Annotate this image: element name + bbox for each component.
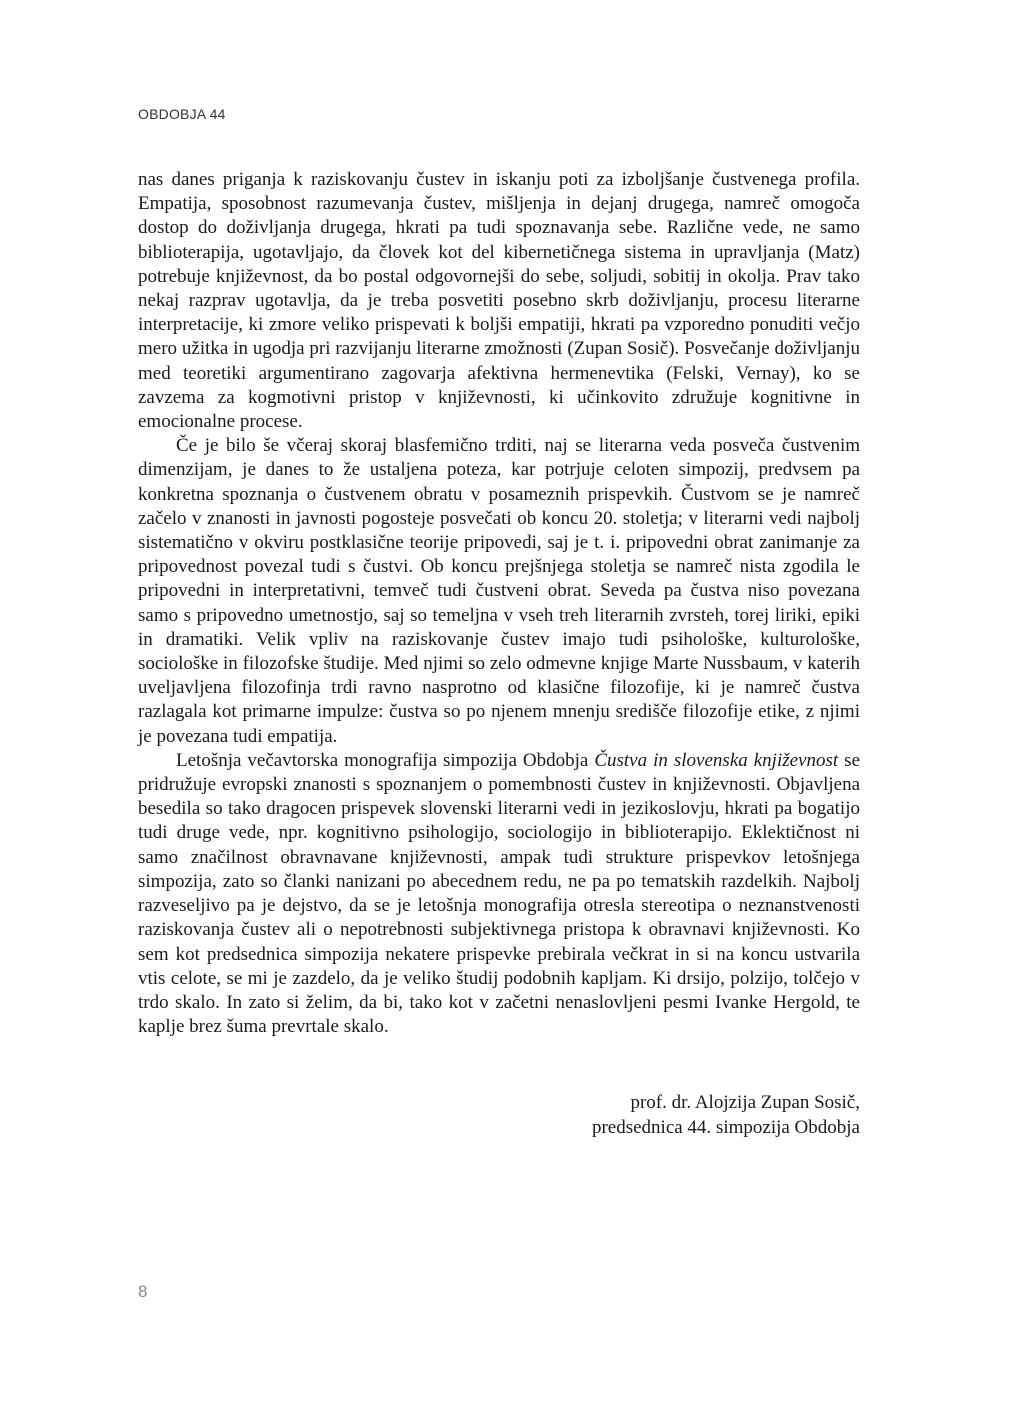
signature-name: prof. dr. Alojzija Zupan Sosič,	[630, 1092, 860, 1113]
book-title: Čustva in slovenska književnost	[594, 749, 839, 771]
running-head: OBDOBJA 44	[138, 106, 226, 122]
paragraph-3-text-before: Letošnja večavtorska monografija simpozija Obdobja	[176, 749, 595, 771]
paragraph-3-text-after: se pridružuje evropski znanosti s spoznanjem o pomembnosti čustev in književnosti. Objavljena besedila so tako dragocen prispevek slovenski literarni vedi in jezikoslovju, hkrati pa bogatijo tudi druge vede, npr. kognitivno psihologijo, sociologijo in biblioterapijo. Eklektičnost ni samo značilnost obravnavane književnosti, ampak tudi strukture prispevkov letošnjega simpozija, zato so članki nanizani po abecednem redu, ne pa po tematskih razdelkih. Najbolj razveseljivo pa je dejstvo, da se je letošnja monografija otresla stereotipa o neznanstvenosti raziskovanja čustev ali o nepotrebnosti subjektivnega pristopa k obravnavi književnosti. Ko sem kot predsednica simpozija nekatere prispevke prebirala večkrat in si na koncu ustvarila vtis celote, se mi je zazdelo, da je veliko študij podobnih kapljam. Ki drsijo, polzijo, tolčejo v trdo skalo. In zato si želim, da bi, tako kot v začetni nenaslovljeni pesmi Ivanke Hergold, te kaplje brez šuma prevrtale skalo.	[138, 749, 860, 1038]
body-text	[138, 168, 860, 1039]
page-number: 8	[138, 1282, 148, 1301]
paragraph-1: nas danes priganja k raziskovanju čustev in iskanju poti za izboljšanje čustvenega profila. Empatija, sposobnost razumevanja čustev, mišljenja in dejanj drugega, namreč omogoča dostop do doživljanja drugega, hkrati pa tudi spoznavanja sebe. Različne vede, ne samo biblioterapija, ugotavljajo, da človek kot del kibernetičnega sistema in upravljanja (Matz) potrebuje književnost, da bo postal odgovornejši do sebe, soljudi, sobitij in okolja. Prav tako nekaj razprav ugotavlja, da je treba posvetiti posebno skrb doživljanju, procesu literarne interpretacije, ki zmore veliko prispevati k boljši empatiji, hkrati pa vzporedno ponuditi večjo mero užitka in ugodja pri razvijanju literarne zmožnosti (Zupan Sosič). Posvečanje doživljanju med teoretiki argumentirano zagovarja afektivna hermenevtika (Felski, Vernay), ko se zavzema za kogmotivni pristop v književnosti, ki učinkovito združuje kognitivne in emocionalne procese.	[138, 169, 860, 433]
signature-title: predsednica 44. simpozija Obdobja	[591, 1117, 860, 1138]
paragraph-2: Če je bilo še včeraj skoraj blasfemično trditi, naj se literarna veda posveča čustvenim dimenzijam, je danes to že ustaljena poteza, kar potrjuje celoten simpozij, predvsem pa konkretna spoznanja o čustvenem obratu v posameznih prispevkih. Čustvom se je namreč začelo v znanosti in javnosti pogosteje posvečati ob koncu 20. stoletja; v literarni vedi najbolj sistematično v okviru postklasične teorije pripovedi, saj je t. i. pripovedni obrat zanimanje za pripovednost povezal tudi s čustvi. Ob koncu prejšnjega stoletja se namreč nista zgodila le pripovedni in interpretativni, temveč tudi čustveni obrat. Seveda pa čustva niso povezana samo s pripovedno umetnostjo, saj so temeljna v vseh treh literarnih zvrsteh, torej liriki, epiki in dramatiki. Velik vpliv na raziskovanje čustev imajo tudi psihološke, kulturološke, sociološke in filozofske študije. Med njimi so zelo odmevne knjige Marte Nussbaum, v katerih uveljavljena filozofinja trdi ravno nasprotno od klasične filozofije, ki je namreč čustva razlagala kot primarne impulze: čustva so po njenem mnenju središče filozofije etike, z njimi je povezana tudi empatija.	[138, 435, 860, 747]
paragraph-3	[138, 749, 860, 1039]
signature	[592, 1090, 860, 1140]
